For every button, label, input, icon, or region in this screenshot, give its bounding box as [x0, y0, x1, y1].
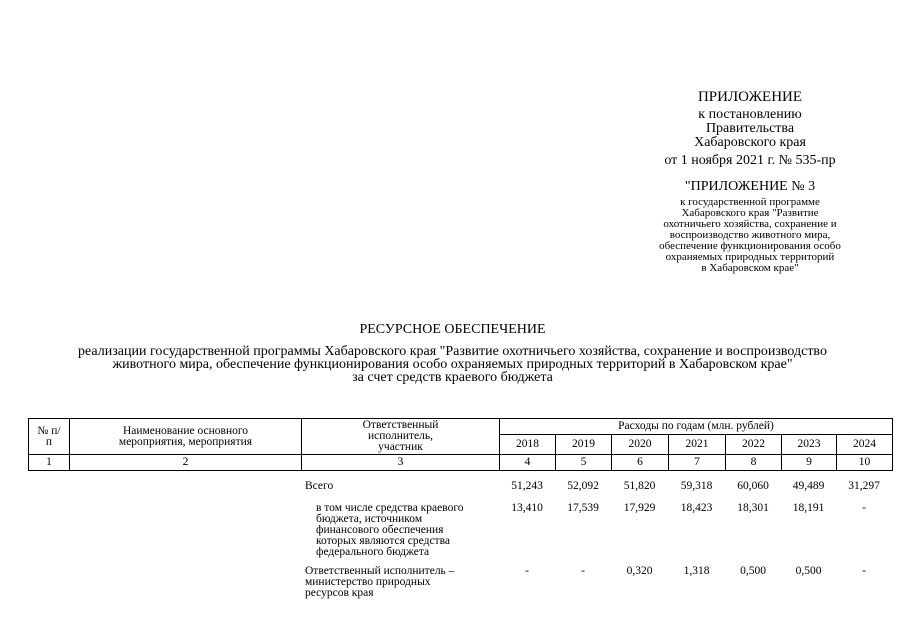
- index-cell: 2: [70, 455, 302, 471]
- header-year: 2020: [612, 435, 669, 455]
- table-row: [28, 481, 892, 503]
- index-cell: 5: [556, 455, 612, 471]
- value-cell: 52,092: [567, 480, 599, 492]
- index-cell: 3: [302, 455, 500, 471]
- subtitle-line: животного мира, обеспечение функционирования особо охраняемых природных территорий в Хабаровском крае": [112, 357, 793, 372]
- index-cell: 10: [837, 455, 893, 471]
- appendix-heading: ПРИЛОЖЕНИЕ: [697, 89, 803, 105]
- appendix-line: от 1 ноября 2021 г. № 535-пр: [664, 153, 836, 168]
- appendix3-line: обеспечение функционирования особо: [659, 240, 841, 252]
- appendix-line: Правительства: [705, 121, 795, 136]
- header-year: 2018: [500, 435, 556, 455]
- expenses-table-body: [28, 481, 892, 602]
- value-cell: -: [862, 565, 866, 577]
- value-cell: 60,060: [737, 480, 769, 492]
- subtitle-line: реализации государственной программы Хабаровского края "Развитие охотничьего хозяйства, сохранение и воспроизводство: [78, 344, 827, 359]
- document-subtitle: [40, 345, 865, 384]
- header-year: 2024: [837, 435, 893, 455]
- value-cell: 1,318: [683, 565, 710, 577]
- value-cell: 0,320: [626, 565, 653, 577]
- appendix3-line: Хабаровского края "Развитие: [681, 207, 819, 219]
- value-cell: -: [862, 502, 866, 514]
- index-cell: 9: [782, 455, 837, 471]
- appendix3-line: к государственной программе: [680, 196, 820, 208]
- appendix3-line: воспроизводство животного мира,: [669, 229, 831, 241]
- value-cell: 0,500: [740, 565, 766, 577]
- appendix3-line: в Хабаровском крае": [701, 262, 799, 274]
- value-cell: 51,243: [511, 480, 543, 492]
- expenses-table-header: [28, 418, 893, 471]
- appendix-line: Хабаровского края: [694, 135, 806, 150]
- value-cell: 17,539: [567, 502, 599, 514]
- appendix3-block: [600, 180, 900, 274]
- row-label: Всего: [305, 480, 334, 492]
- value-cell: 18,301: [737, 502, 769, 514]
- appendix-block: [600, 90, 900, 168]
- header-year: 2022: [726, 435, 782, 455]
- header-year: 2019: [556, 435, 612, 455]
- value-cell: 59,318: [680, 480, 713, 492]
- value-cell: -: [581, 565, 585, 577]
- appendix3-heading: "ПРИЛОЖЕНИЕ № 3: [684, 179, 816, 194]
- value-cell: 51,820: [623, 480, 656, 492]
- value-cell: 18,423: [680, 502, 713, 514]
- header-year: 2023: [782, 435, 837, 455]
- header-year: 2021: [669, 435, 726, 455]
- header-executor: Ответственный исполнитель, участник: [302, 419, 500, 455]
- row-label: в том числе средства краевого бюджета, источником финансового обеспечения которых являются средства федерального бюджета: [316, 502, 464, 558]
- header-name: Наименование основного мероприятия, мероприятия: [70, 419, 302, 455]
- header-expenses: Расходы по годам (млн. рублей): [500, 419, 893, 435]
- subtitle-line: за счет средств краевого бюджета: [352, 370, 553, 385]
- row-label: Ответственный исполнитель – министерство природных ресурсов края: [305, 565, 455, 599]
- value-cell: 18,191: [792, 502, 825, 514]
- index-cell: 7: [669, 455, 726, 471]
- value-cell: 49,489: [792, 480, 825, 492]
- index-cell: 1: [29, 455, 70, 471]
- index-cell: 8: [726, 455, 782, 471]
- appendix3-line: охотничьего хозяйства, сохранение и: [663, 218, 837, 230]
- value-cell: 0,500: [795, 565, 822, 577]
- table-row: [28, 503, 892, 566]
- value-cell: 17,929: [623, 502, 656, 514]
- document-title: РЕСУРСНОЕ ОБЕСПЕЧЕНИЕ: [359, 322, 546, 337]
- appendix-line: к постановлению: [698, 107, 802, 122]
- index-cell: 4: [500, 455, 556, 471]
- value-cell: 13,410: [511, 502, 543, 514]
- table-row: [28, 566, 892, 602]
- index-cell: 6: [612, 455, 669, 471]
- header-num: № п/п: [29, 419, 70, 455]
- value-cell: -: [525, 565, 529, 577]
- value-cell: 31,297: [848, 480, 880, 492]
- appendix3-line: охраняемых природных территорий: [665, 251, 835, 263]
